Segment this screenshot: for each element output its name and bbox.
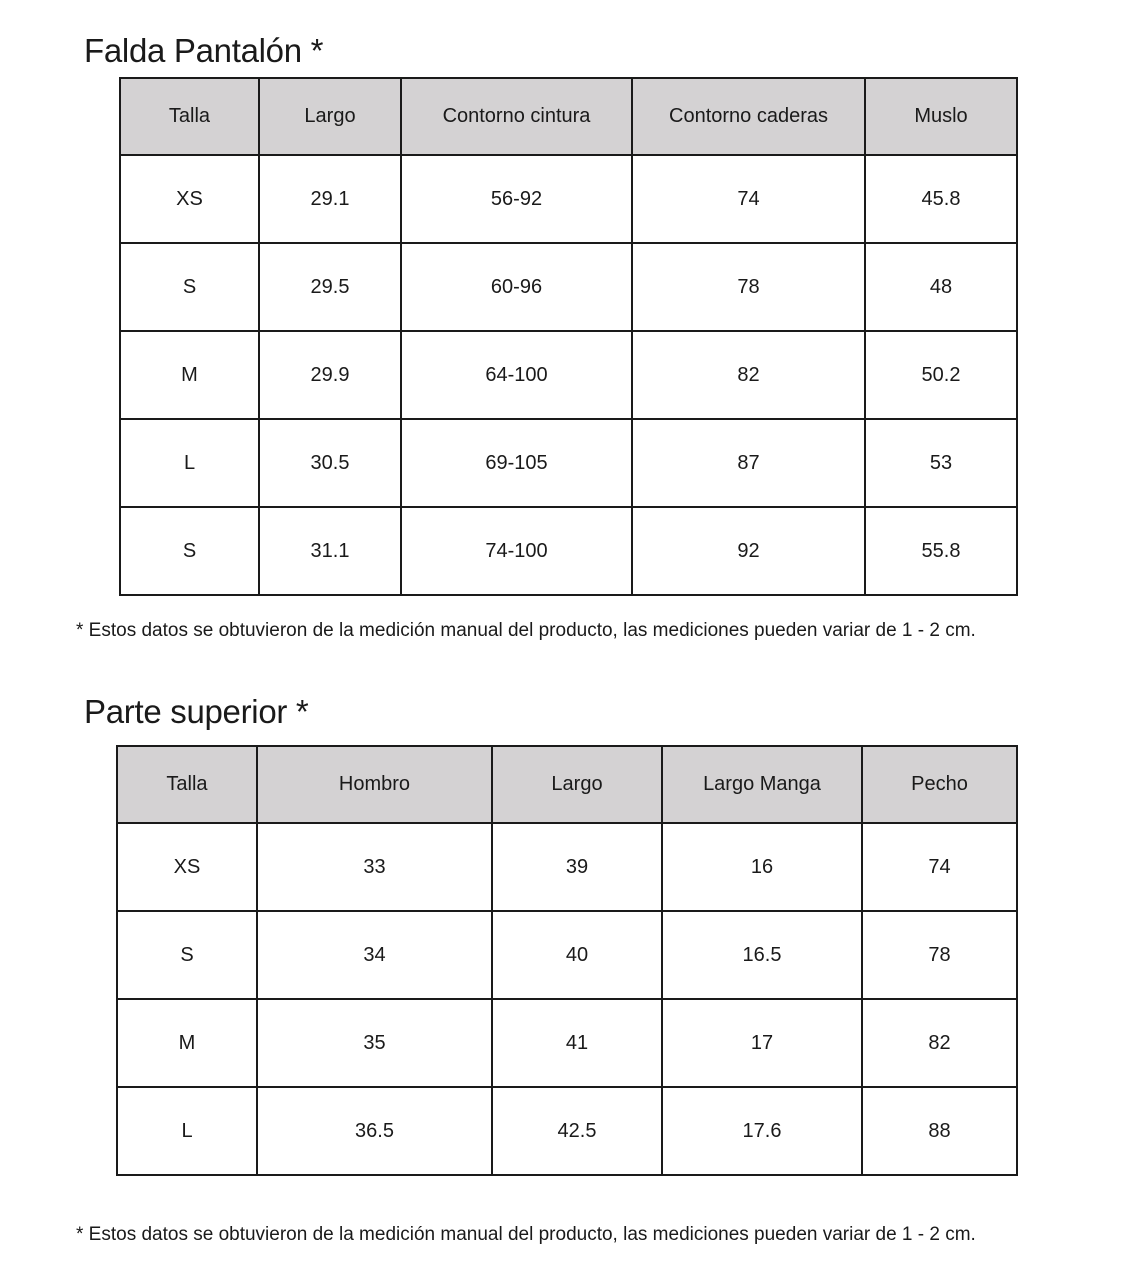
table-cell: 29.9 bbox=[259, 331, 401, 419]
table-cell: L bbox=[120, 419, 259, 507]
table-row bbox=[117, 999, 1017, 1087]
table-cell: 88 bbox=[862, 1087, 1017, 1175]
table-cell: 31.1 bbox=[259, 507, 401, 595]
table-header-row bbox=[117, 746, 1017, 823]
table-cell: 29.5 bbox=[259, 243, 401, 331]
table-cell: 42.5 bbox=[492, 1087, 662, 1175]
header-cell-contorno-cintura: Contorno cintura bbox=[401, 78, 632, 155]
table-cell: 56-92 bbox=[401, 155, 632, 243]
table-cell: M bbox=[117, 999, 257, 1087]
table-cell: S bbox=[120, 507, 259, 595]
table-row bbox=[120, 419, 1017, 507]
table-cell: 78 bbox=[862, 911, 1017, 999]
table-cell: XS bbox=[120, 155, 259, 243]
table-row bbox=[120, 331, 1017, 419]
table-cell: 17.6 bbox=[662, 1087, 862, 1175]
table-cell: S bbox=[120, 243, 259, 331]
table-row bbox=[120, 155, 1017, 243]
table-row bbox=[120, 507, 1017, 595]
table-cell: 39 bbox=[492, 823, 662, 911]
top-measurement-note: * Estos datos se obtuvieron de la medición manual del producto, las mediciones pueden variar de 1 - 2 cm. bbox=[76, 1224, 976, 1245]
header-cell-talla: Talla bbox=[120, 78, 259, 155]
table-row bbox=[120, 243, 1017, 331]
table-cell: 16 bbox=[662, 823, 862, 911]
table-header-row bbox=[120, 78, 1017, 155]
table-cell: 17 bbox=[662, 999, 862, 1087]
table-cell: 40 bbox=[492, 911, 662, 999]
table-cell: L bbox=[117, 1087, 257, 1175]
table-cell: 41 bbox=[492, 999, 662, 1087]
table-cell: 82 bbox=[632, 331, 865, 419]
table-cell: 29.1 bbox=[259, 155, 401, 243]
table-cell: 74-100 bbox=[401, 507, 632, 595]
header-cell-talla: Talla bbox=[117, 746, 257, 823]
top-section-title: Parte superior * bbox=[84, 693, 309, 730]
table-row bbox=[117, 1087, 1017, 1175]
table-cell: 35 bbox=[257, 999, 492, 1087]
table-cell: 74 bbox=[862, 823, 1017, 911]
table-cell: 30.5 bbox=[259, 419, 401, 507]
table-cell: M bbox=[120, 331, 259, 419]
table-cell: 92 bbox=[632, 507, 865, 595]
table-cell: 69-105 bbox=[401, 419, 632, 507]
header-cell-muslo: Muslo bbox=[865, 78, 1017, 155]
table-cell: 50.2 bbox=[865, 331, 1017, 419]
table-cell: 33 bbox=[257, 823, 492, 911]
table-cell: 53 bbox=[865, 419, 1017, 507]
skirt-section-title: Falda Pantalón * bbox=[84, 32, 324, 69]
table-cell: 45.8 bbox=[865, 155, 1017, 243]
top-size-table bbox=[116, 745, 1018, 1176]
table-row bbox=[117, 823, 1017, 911]
header-cell-pecho: Pecho bbox=[862, 746, 1017, 823]
skirt-size-table bbox=[119, 77, 1018, 596]
table-cell: 78 bbox=[632, 243, 865, 331]
table-cell: S bbox=[117, 911, 257, 999]
table-cell: 55.8 bbox=[865, 507, 1017, 595]
table-cell: 74 bbox=[632, 155, 865, 243]
header-cell-hombro: Hombro bbox=[257, 746, 492, 823]
table-cell: 64-100 bbox=[401, 331, 632, 419]
table-cell: 48 bbox=[865, 243, 1017, 331]
table-cell: 87 bbox=[632, 419, 865, 507]
table-cell: 34 bbox=[257, 911, 492, 999]
table-cell: XS bbox=[117, 823, 257, 911]
header-cell-largo-manga: Largo Manga bbox=[662, 746, 862, 823]
table-cell: 16.5 bbox=[662, 911, 862, 999]
skirt-measurement-note: * Estos datos se obtuvieron de la medición manual del producto, las mediciones pueden variar de 1 - 2 cm. bbox=[76, 620, 976, 641]
table-cell: 36.5 bbox=[257, 1087, 492, 1175]
table-cell: 60-96 bbox=[401, 243, 632, 331]
table-cell: 82 bbox=[862, 999, 1017, 1087]
header-cell-largo: Largo bbox=[259, 78, 401, 155]
table-row bbox=[117, 911, 1017, 999]
header-cell-largo: Largo bbox=[492, 746, 662, 823]
header-cell-contorno-caderas: Contorno caderas bbox=[632, 78, 865, 155]
